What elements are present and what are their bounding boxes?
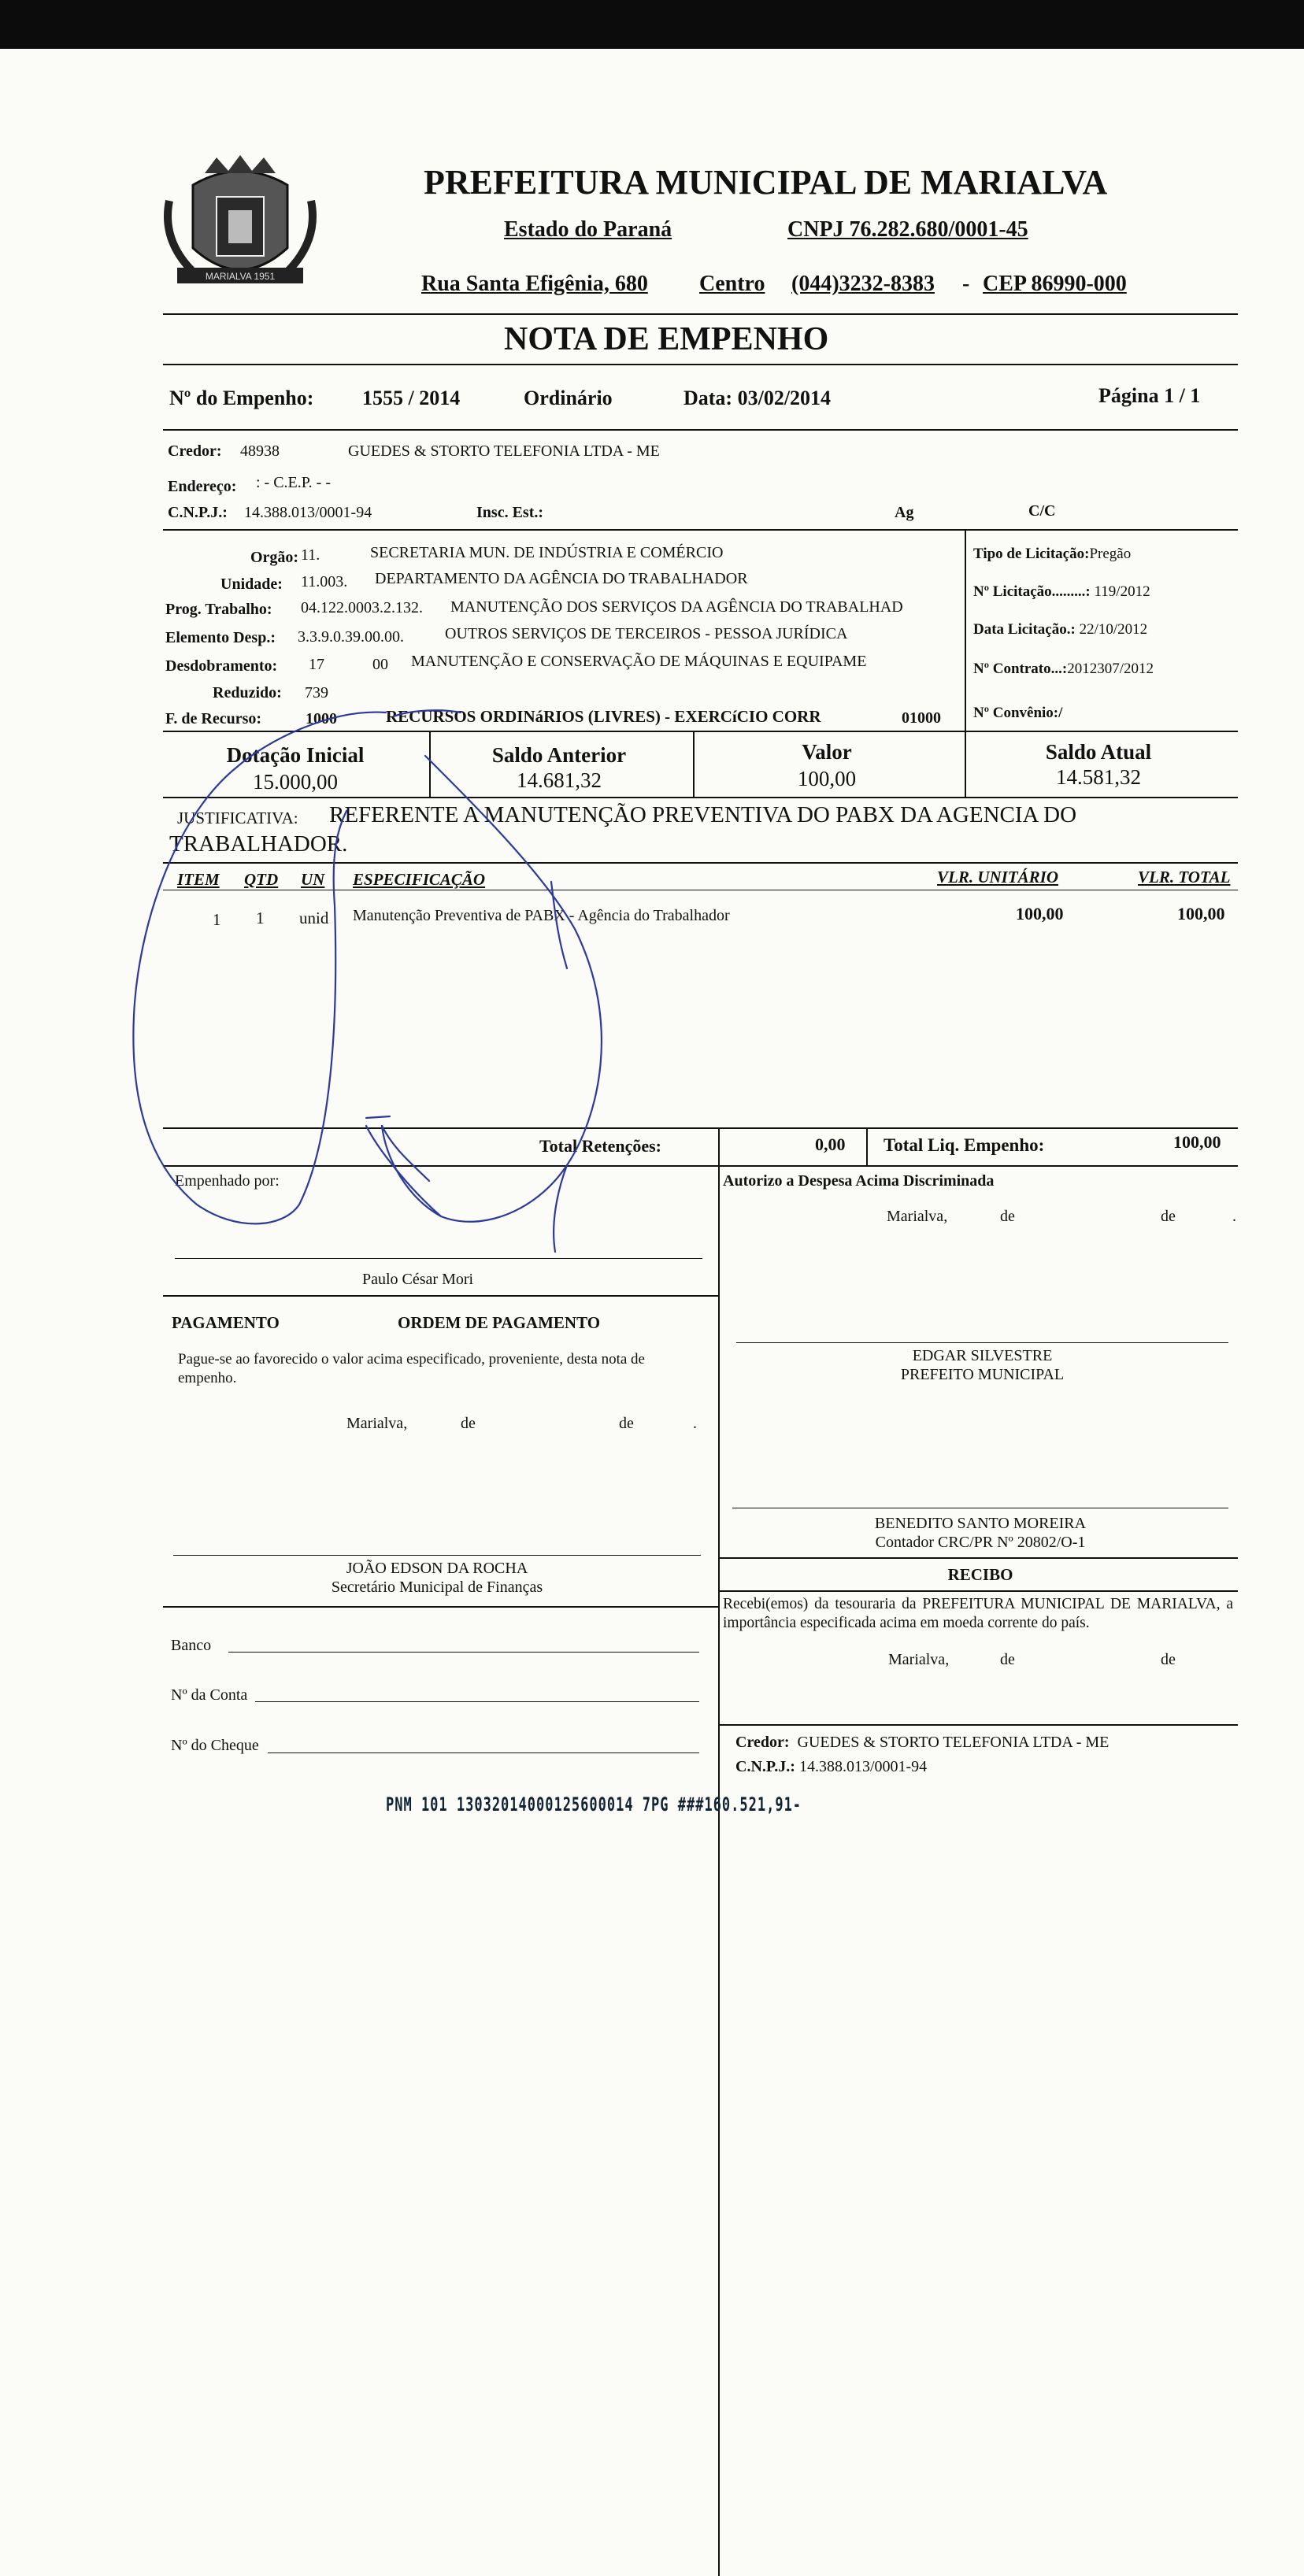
unidade-code: 11.003. [301, 573, 348, 590]
item-unit-value: 100,00 [1016, 904, 1064, 923]
desdobramento-sub: 00 [372, 656, 388, 673]
total-liquido-value: 100,00 [1173, 1132, 1221, 1152]
prog-trabalho-label: Prog. Trabalho: [165, 601, 272, 618]
cep: CEP 86990-000 [983, 272, 1127, 296]
col-qtd-header: QTD [244, 870, 279, 889]
col-un-header: UN [301, 870, 325, 889]
item-spec: Manutenção Preventiva de PABX - Agência do Trabalhador [353, 907, 730, 924]
col-item-header: ITEM [177, 870, 220, 889]
document-type-title: NOTA DE EMPENHO [504, 321, 829, 357]
contador-title: Contador CRC/PR Nº 20802/O-1 [875, 1534, 1086, 1551]
svg-text:MARIALVA 1951: MARIALVA 1951 [205, 271, 276, 282]
autorizo-text: Autorizo a Despesa Acima Discriminada [723, 1172, 995, 1190]
justificativa-text-cont: TRABALHADOR. [169, 831, 348, 857]
contador-name: BENEDITO SANTO MOREIRA [874, 1515, 1087, 1532]
data-licitacao: Data Licitação.: 22/10/2012 [973, 621, 1148, 638]
orgao-name: SECRETARIA MUN. DE INDÚSTRIA E COMÉRCIO [370, 544, 724, 561]
justificativa-text: REFERENTE A MANUTENÇÃO PREVENTIVA DO PABX DA AGENCIA DO [329, 802, 1077, 827]
ordem-pagamento-title: ORDEM DE PAGAMENTO [398, 1313, 601, 1332]
orgao-code: 11. [301, 546, 320, 564]
autorizo-de-1: de [1000, 1208, 1015, 1225]
valor-value: 100,00 [797, 767, 857, 790]
empenhado-por-name: Paulo César Mori [362, 1271, 474, 1288]
phone: (044)3232-8383 [791, 272, 935, 296]
recibo-cnpj: C.N.P.J.: 14.388.013/0001-94 [735, 1758, 928, 1775]
cheque-label: Nº do Cheque [171, 1737, 259, 1754]
numero-contrato: Nº Contrato...:2012307/2012 [973, 661, 1154, 677]
page-number: Página 1 / 1 [1098, 384, 1201, 407]
conta-corrente-label: C/C [1028, 502, 1056, 520]
recibo-de-1: de [1000, 1651, 1015, 1668]
empenho-number: 1555 / 2014 [362, 387, 461, 409]
col-spec-header: ESPECIFICAÇÃO [353, 870, 486, 889]
elemento-name: OUTROS SERVIÇOS DE TERCEIROS - PESSOA JURÍDICA [445, 625, 848, 642]
saldo-atual-value: 14.581,32 [1056, 765, 1141, 789]
insc-est-label: Insc. Est.: [476, 504, 544, 521]
col-unit-value-header: VLR. UNITÁRIO [937, 868, 1059, 886]
desdobramento-label: Desdobramento: [165, 657, 278, 675]
credor-label: Credor: [168, 442, 222, 460]
secretario-title: Secretário Municipal de Finanças [331, 1579, 543, 1596]
elemento-label: Elemento Desp.: [165, 629, 276, 646]
desdobramento-name: MANUTENÇÃO E CONSERVAÇÃO DE MÁQUINAS E EQUIPAME [411, 653, 867, 670]
municipal-cnpj: CNPJ 76.282.680/0001-45 [787, 217, 1028, 242]
credor-code: 48938 [240, 442, 280, 460]
phone-separator: - [962, 272, 970, 296]
banco-label: Banco [171, 1637, 212, 1654]
autorizo-dot: . [1232, 1208, 1236, 1225]
recibo-title: RECIBO [947, 1565, 1013, 1584]
elemento-code: 3.3.9.0.39.00.00. [298, 628, 404, 646]
retencoes-value: 0,00 [815, 1134, 846, 1154]
recurso-code: 1000 [306, 710, 337, 727]
address-value: : - C.E.P. - - [256, 474, 331, 491]
item-qtd: 1 [256, 909, 265, 927]
recibo-text: Recebi(emos) da tesouraria da PREFEITURA MUNICIPAL DE MARIALVA, a importância especificada acima em moeda corrente do país. [723, 1596, 1233, 1632]
item-total-value: 100,00 [1177, 904, 1225, 923]
recurso-name: RECURSOS ORDINáRIOS (LIVRES) - EXERCíCIO CORR [386, 707, 821, 726]
autorizo-city: Marialva, [887, 1208, 948, 1225]
agencia-label: Ag [895, 504, 914, 521]
scan-top-border [0, 0, 1304, 49]
prog-trabalho-name: MANUTENÇÃO DOS SERVIÇOS DA AGÊNCIA DO TRABALHAD [450, 598, 903, 616]
pagamento-title: PAGAMENTO [172, 1313, 280, 1332]
recurso-number: 01000 [902, 709, 941, 727]
prog-trabalho-code: 04.122.0003.2.132. [301, 599, 423, 616]
autorizo-de-2: de [1161, 1208, 1176, 1225]
recibo-city: Marialva, [888, 1651, 950, 1668]
empenho-date: Data: 03/02/2014 [683, 387, 832, 409]
municipal-crest-logo [161, 154, 319, 303]
credor-name: GUEDES & STORTO TELEFONIA LTDA - ME [348, 442, 660, 460]
state-name: Estado do Paraná [504, 217, 672, 242]
empenhado-por-label: Empenhado por: [175, 1172, 280, 1190]
tipo-licitacao: Tipo de Licitação:Pregão [973, 546, 1132, 562]
cnpj-label: C.N.P.J.: [168, 504, 228, 521]
numero-licitacao: Nº Licitação.........: 119/2012 [973, 583, 1150, 600]
desdobramento-code: 17 [309, 656, 324, 673]
reduzido-label: Reduzido: [213, 684, 282, 701]
reduzido-value: 739 [305, 684, 328, 701]
conta-label: Nº da Conta [171, 1686, 248, 1704]
numero-convenio: Nº Convênio:/ [973, 705, 1063, 721]
document-control-code: PNM 101 13032014000125600014 7PG ###160.521,91- [386, 1794, 802, 1816]
prefeito-title: PREFEITO MUNICIPAL [900, 1366, 1065, 1383]
recibo-credor: Credor: GUEDES & STORTO TELEFONIA LTDA - ME [735, 1734, 1110, 1751]
prefeito-name: EDGAR SILVESTRE [912, 1347, 1053, 1364]
pagamento-text: Pague-se ao favorecido o valor acima especificado, proveniente, desta nota de empenho. [178, 1351, 645, 1386]
recibo-de-2: de [1161, 1651, 1176, 1668]
address-label: Endereço: [168, 478, 237, 495]
col-total-header: VLR. TOTAL [1138, 868, 1231, 886]
district: Centro [699, 272, 765, 296]
justificativa-label: JUSTIFICATIVA: [177, 809, 298, 827]
total-liquido-label: Total Liq. Empenho: [884, 1135, 1045, 1155]
unidade-name: DEPARTAMENTO DA AGÊNCIA DO TRABALHADOR [375, 570, 748, 587]
secretario-name: JOÃO EDSON DA ROCHA [346, 1560, 528, 1577]
street-address: Rua Santa Efigênia, 680 [421, 272, 648, 296]
valor-label: Valor [802, 740, 852, 764]
unidade-label: Unidade: [220, 576, 283, 593]
orgao-label: Orgão: [250, 549, 299, 566]
retencoes-label: Total Retenções: [539, 1136, 661, 1156]
dotacao-inicial-label: Dotação Inicial [226, 743, 365, 767]
saldo-atual-label: Saldo Atual [1045, 740, 1152, 764]
pagamento-dot: . [693, 1415, 697, 1432]
pagamento-de-2: de [619, 1415, 634, 1432]
dotacao-inicial-value: 15.000,00 [253, 770, 338, 794]
page-title: PREFEITURA MUNICIPAL DE MARIALVA [424, 163, 1108, 202]
saldo-anterior-value: 14.681,32 [517, 768, 602, 792]
item-number: 1 [213, 910, 221, 929]
empenho-label: Nº do Empenho: [169, 387, 314, 409]
saldo-anterior-label: Saldo Anterior [491, 743, 627, 767]
recurso-label: F. de Recurso: [165, 710, 262, 727]
credor-cnpj: 14.388.013/0001-94 [244, 504, 372, 521]
item-un: unid [299, 909, 329, 927]
pagamento-de-1: de [461, 1415, 476, 1432]
pagamento-city: Marialva, [346, 1415, 408, 1432]
empenho-type: Ordinário [524, 387, 613, 409]
